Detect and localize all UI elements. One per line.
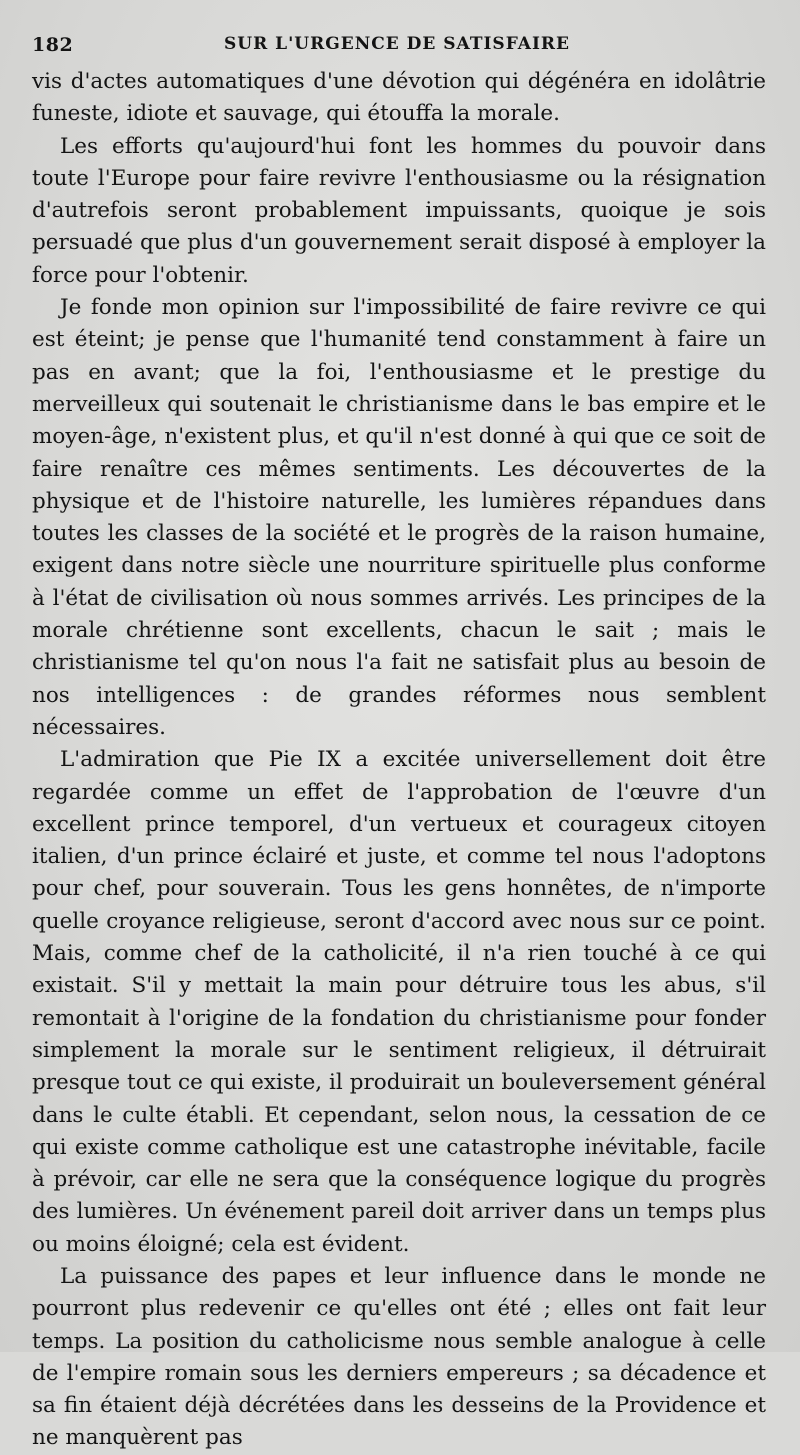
body-text [32,66,766,1455]
page-number: 182 [32,34,74,56]
running-title: SUR L'URGENCE DE SATISFAIRE [223,34,570,54]
paragraph: La puissance des papes et leur influence dans le monde ne pourront plus redevenir ce qu'elles ont été ; elles ont fait leur temps. La position du catholicisme nous semble analogue à celle de l'empire romain sous les derniers empereurs ; sa décadence et sa fin étaient déjà décrétées dans les desseins de la Providence et ne manquèrent pas [32,1263,766,1451]
paragraph: Je fonde mon opinion sur l'impossibilité de faire revivre ce qui est éteint; je pense que l'humanité tend constamment à faire un pas en avant; que la foi, l'enthousiasme et le prestige du merveilleux qui soutenait le christianisme dans le bas empire et le moyen-âge, n'existent plus, et qu'il n'est donné à qui que ce soit de faire renaître ces mêmes sentiments. Les découvertes de la physique et de l'histoire naturelle, les lumières répandues dans toutes les classes de la société et le progrès de la raison humaine, exigent dans notre siècle une nourriture spirituelle plus conforme à l'état de civilisation où nous sommes arrivés. Les principes de la morale chrétienne sont excellents, chacun le sait ; mais le christianisme tel qu'on nous l'a fait ne satisfait plus au besoin de nos intelligences : de grandes réformes nous semblent nécessaires. [32,295,766,740]
paragraph-continued: vis d'actes automatiques d'une dévotion qui dégénéra en idolâtrie funeste, idiote et sauvage, qui étouffa la morale. [32,69,766,127]
paragraph: L'admiration que Pie IX a excitée universellement doit être regardée comme un effet de l'approbation de l'œuvre d'un excellent prince temporel, d'un vertueux et courageux citoyen italien, d'un prince éclairé et juste, et comme tel nous l'adoptons pour chef, pour souverain. Tous les gens honnêtes, de n'importe quelle croyance religieuse, seront d'accord avec nous sur ce point. Mais, comme chef de la catholicité, il n'a rien touché à ce qui existait. S'il y mettait la main pour détruire tous les abus, s'il remontait à l'origine de la fondation du christianisme pour fonder simplement la morale sur le sentiment religieux, il détruirait presque tout ce qui existe, il produirait un bouleversement général dans le culte établi. Et cependant, selon nous, la cessation de ce qui existe comme catholique est une catastrophe inévitable, facile à prévoir, car elle ne sera que la conséquence logique du progrès des lumières. Un événement pareil doit arriver dans un temps plus ou moins éloigné; cela est évident. [32,747,766,1257]
running-head [32,30,762,62]
paragraph: Les efforts qu'aujourd'hui font les hommes du pouvoir dans toute l'Europe pour faire revivre l'enthousiasme ou la résignation d'autrefois seront probablement impuissants, quoique je sois persuadé que plus d'un gouvernement serait disposé à employer la force pour l'obtenir. [32,133,766,288]
